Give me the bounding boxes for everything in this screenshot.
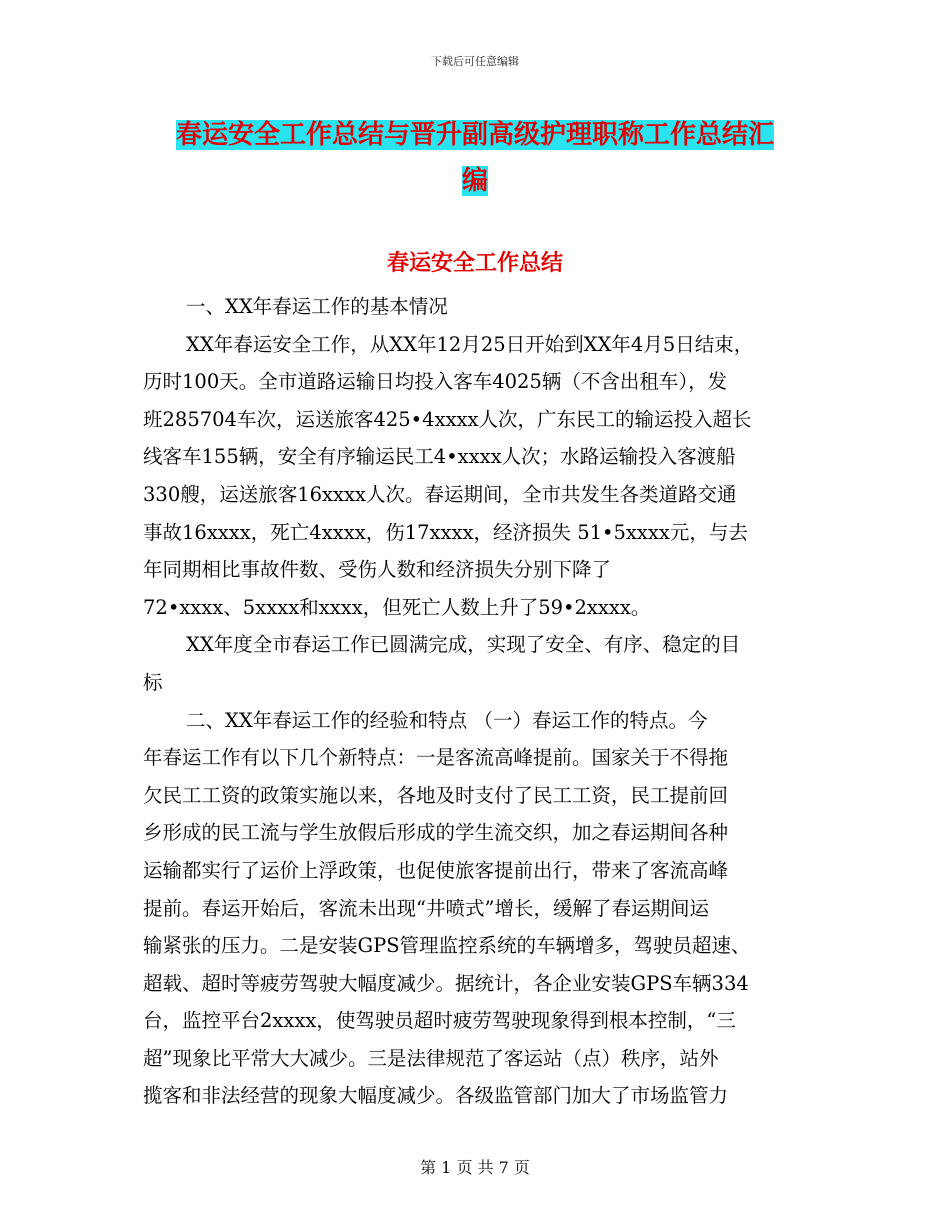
paragraph-line: 330艘，运送旅客16xxxx人次。春运期间，全市共发生各类道路交通 [143,482,737,506]
paragraph-line: 年春运工作有以下几个新特点：一是客流高峰提前。国家关于不得拖 [143,746,729,770]
paragraph-line: 标 [143,670,163,694]
heading-basic-situation: 一、XX年春运工作的基本情况 [186,295,448,318]
paragraph-line: 欠民工工资的政策实施以来，各地及时支付了民工工资，民工提前回 [143,783,729,807]
paragraph-line: 72•xxxx、5xxxx和xxxx，但死亡人数上升了59•2xxxx。 [143,595,651,619]
paragraph-line: 班285704车次，运送旅客425•4xxxx人次，广东民工的输运投入超长 [143,407,752,431]
header-note: 下载后可任意编辑 [431,55,519,68]
paragraph-line: 运输都实行了运价上浮政策，也促使旅客提前出行，带来了客流高峰 [143,858,729,882]
paragraph-line: 历时100天。全市道路运输日均投入客车4025辆（不含出租车），发 [143,370,728,394]
paragraph-line: 输紧张的压力。二是安装GPS管理监控系统的车辆增多，驾驶员超速、 [143,934,751,958]
paragraph-line: XX年春运安全工作，从XX年12月25日开始到XX年4月5日结束， [186,332,754,356]
page-footer: 第 1 页 共 7 页 [420,1158,530,1177]
paragraph-line: 超载、超时等疲劳驾驶大幅度减少。据统计，各企业安装GPS车辆334 [143,971,749,995]
document-title [140,112,810,204]
title-line-1: 春运安全工作总结与晋升副高级护理职称工作总结汇 [175,120,774,150]
paragraph-line: 提前。春运开始后，客流未出现“井喷式”增长，缓解了春运期间运 [143,896,709,920]
paragraph-line: 线客车155辆，安全有序输运民工4•xxxx人次；水路运输投入客渡船 [143,445,736,469]
title-line-2: 编 [461,166,488,196]
paragraph-line: 超”现象比平常大大减少。三是法律规范了客运站（点）秩序，站外 [143,1046,719,1070]
paragraph-line: 乡形成的民工流与学生放假后形成的学生流交织，加之春运期间各种 [143,821,729,845]
paragraph-line: 事故16xxxx，死亡4xxxx，伤17xxxx，经济损失 51•5xxxx元，与去 [143,520,748,544]
paragraph-line: 年同期相比事故件数、受伤人数和经济损失分别下降了 [143,558,612,582]
section-title: 春运安全工作总结 [386,250,563,276]
paragraph-line: XX年度全市春运工作已圆满完成，实现了安全、有序、稳定的目 [186,633,741,657]
paragraph-line: 台，监控平台2xxxx，使驾驶员超时疲劳驾驶现象得到根本控制，“三 [143,1009,736,1033]
paragraph-line: 揽客和非法经营的现象大幅度减少。各级监管部门加大了市场监管力 [143,1084,729,1108]
heading-experience: 二、XX年春运工作的经验和特点 （一）春运工作的特点。今 [186,708,708,732]
document-body [143,288,811,1115]
